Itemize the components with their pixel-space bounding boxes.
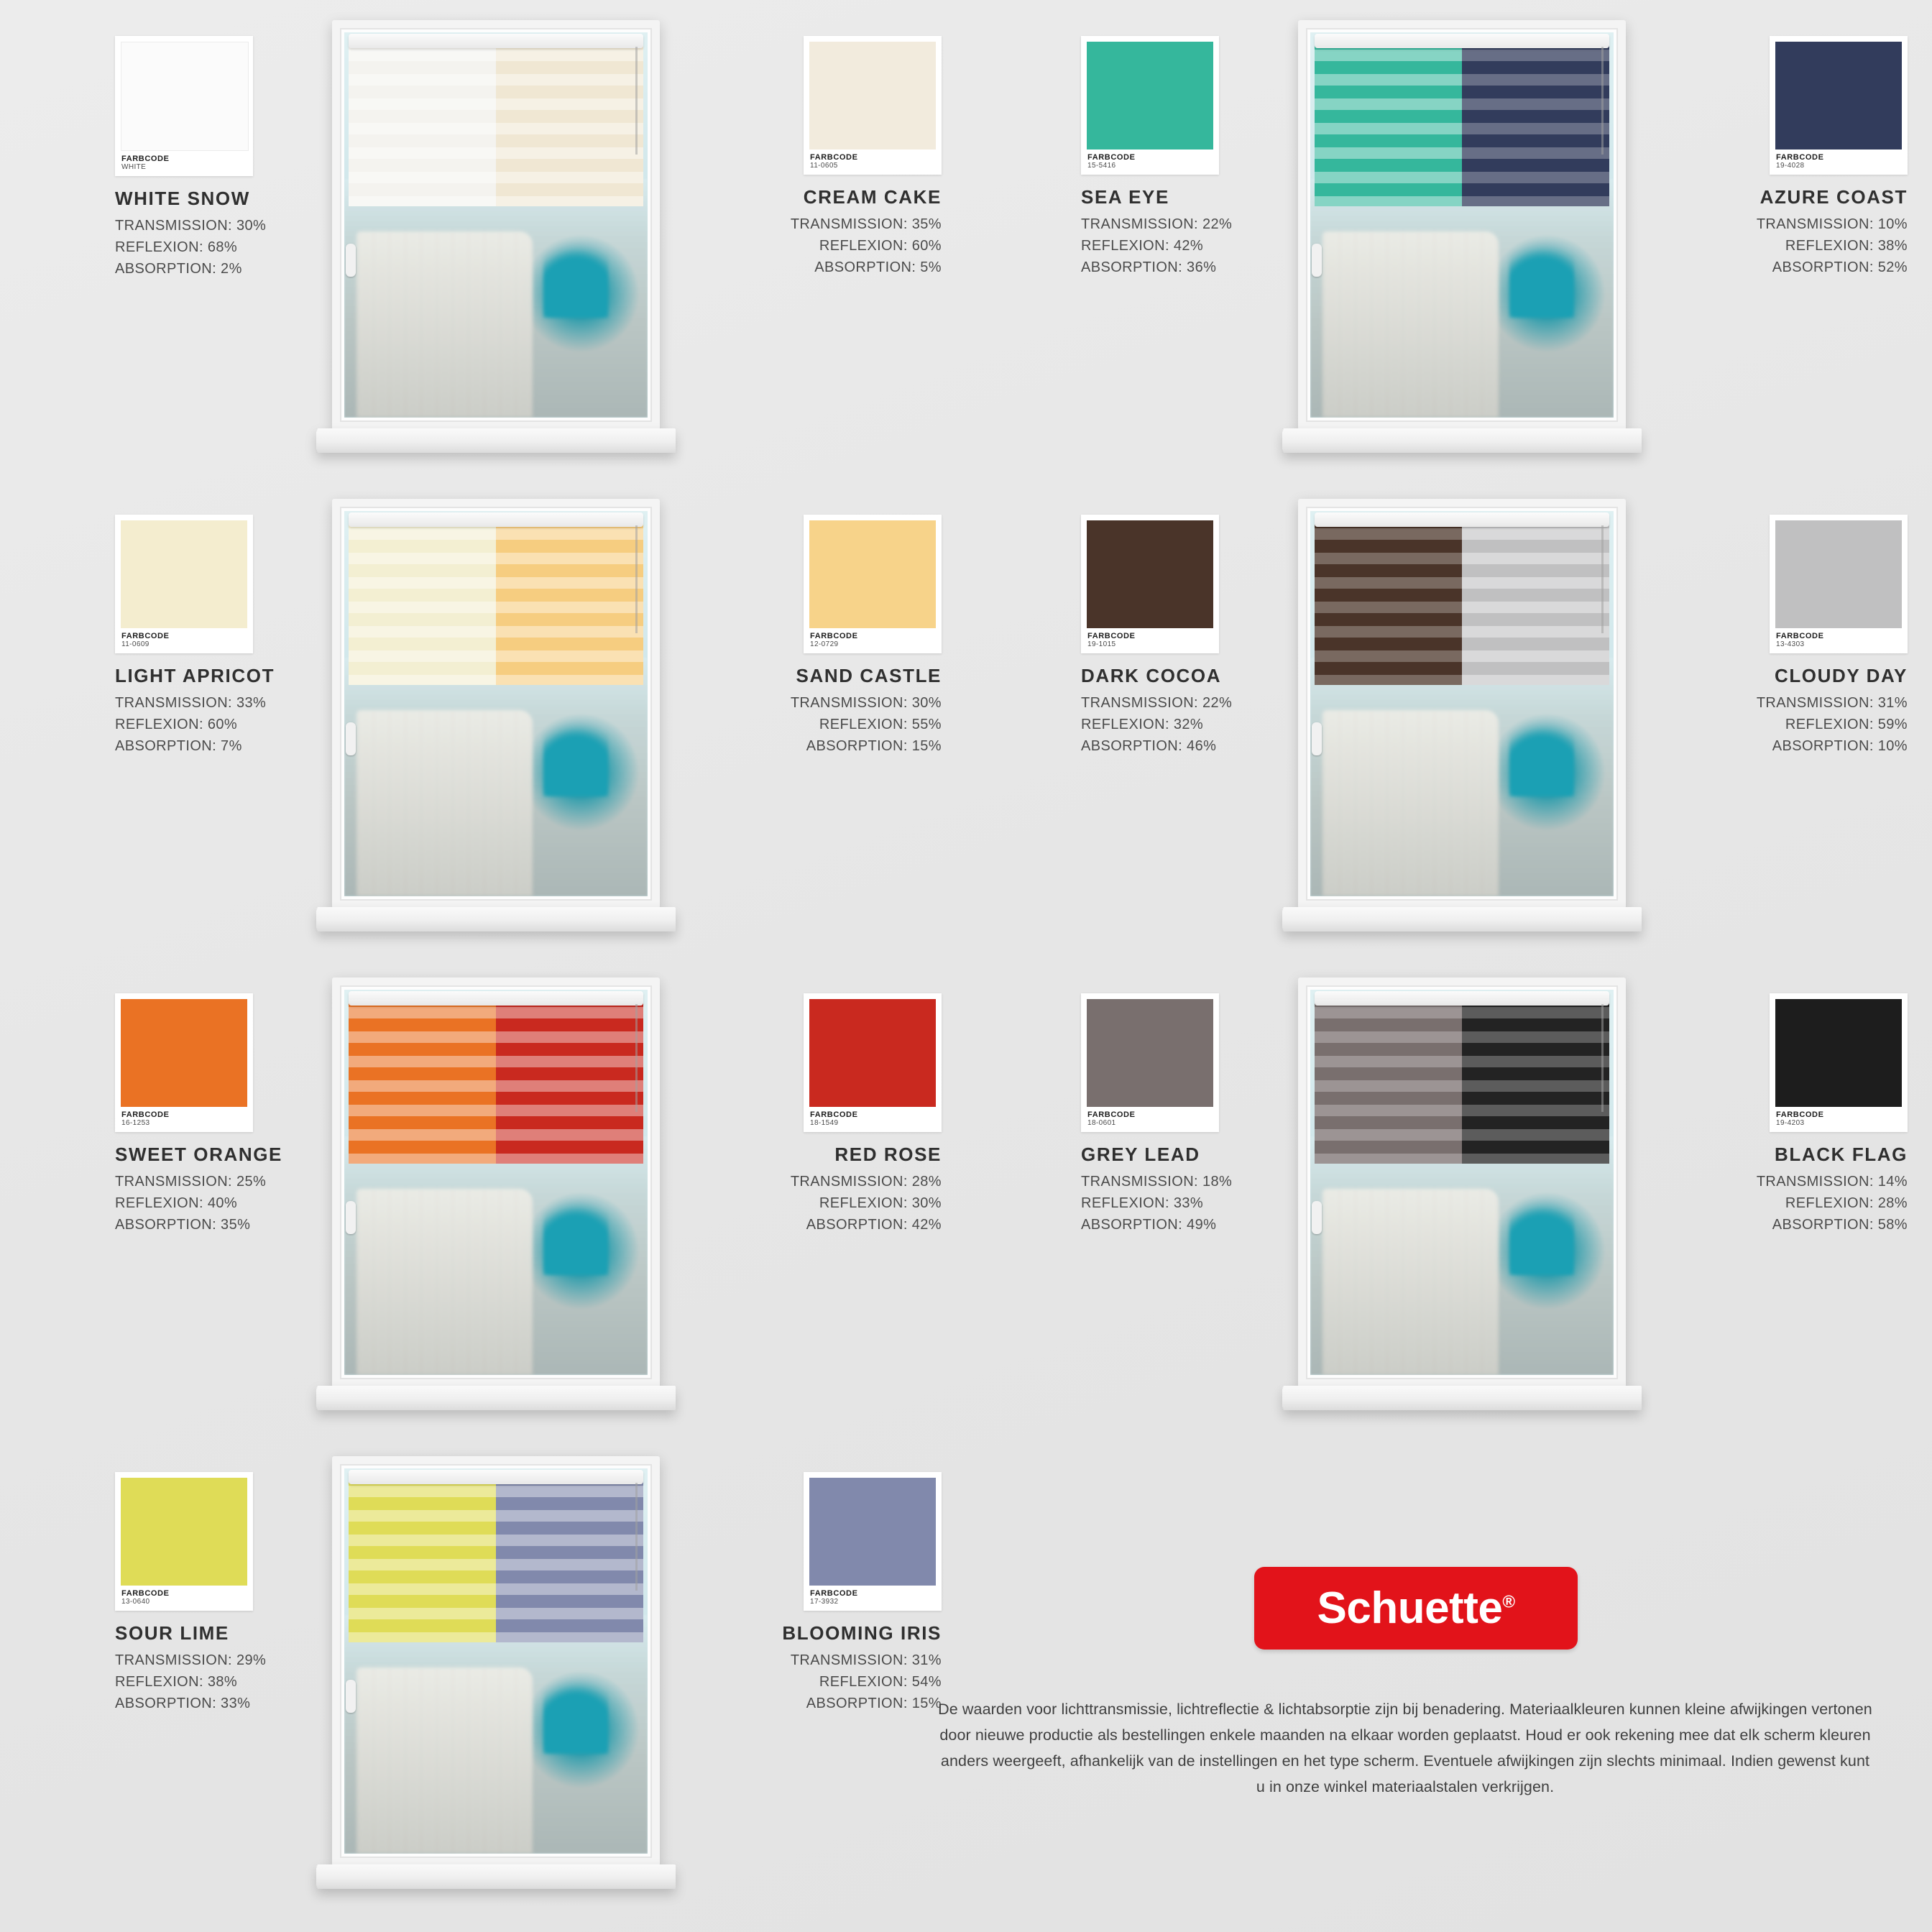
color-swatch-grey-lead[interactable] xyxy=(1081,993,1297,1236)
farbcode-value: 11-0605 xyxy=(810,162,838,170)
swatch-card xyxy=(1770,515,1908,653)
spec-absorption: ABSORPTION: 52% xyxy=(1772,259,1908,275)
color-swatch-sea-eye[interactable] xyxy=(1081,36,1297,278)
spec-absorption: ABSORPTION: 15% xyxy=(806,1696,942,1711)
farbcode-value: 19-4203 xyxy=(1776,1119,1805,1127)
swatch-specs xyxy=(726,1171,942,1236)
spec-absorption: ABSORPTION: 49% xyxy=(1081,1217,1217,1233)
chart-half xyxy=(0,486,966,960)
swatch-specs xyxy=(115,1171,331,1236)
swatch-color-chip xyxy=(121,1478,247,1586)
chart-half xyxy=(966,965,1932,1439)
swatch-farbcode xyxy=(121,151,247,172)
chart-row xyxy=(0,7,1932,482)
blind-cassette xyxy=(1315,991,1609,1006)
spec-reflexion: REFLEXION: 28% xyxy=(1785,1195,1908,1211)
window-glass xyxy=(344,990,648,1375)
chart-half xyxy=(966,7,1932,482)
spec-reflexion: REFLEXION: 42% xyxy=(1081,238,1204,254)
color-swatch-azure-coast[interactable] xyxy=(1692,36,1908,278)
swatch-specs xyxy=(726,1650,942,1714)
blind-half-right xyxy=(496,1473,643,1642)
spec-absorption: ABSORPTION: 36% xyxy=(1081,259,1217,275)
farbcode-label: FARBCODE xyxy=(121,1589,170,1598)
farbcode-value: 13-4303 xyxy=(1776,640,1805,648)
window-sill xyxy=(316,1864,676,1889)
window-glass xyxy=(1310,990,1614,1375)
window-preview xyxy=(316,1449,676,1909)
color-swatch-sweet-orange[interactable] xyxy=(115,993,331,1236)
blind-half-right xyxy=(1462,37,1609,206)
spec-transmission: TRANSMISSION: 31% xyxy=(790,1652,942,1668)
farbcode-value: 12-0729 xyxy=(810,640,839,648)
spec-absorption: ABSORPTION: 33% xyxy=(115,1696,251,1711)
swatch-card xyxy=(804,36,942,175)
swatch-specs xyxy=(1692,213,1908,278)
window-glass xyxy=(1310,32,1614,418)
spec-transmission: TRANSMISSION: 30% xyxy=(790,695,942,711)
swatch-specs xyxy=(726,213,942,278)
swatch-farbcode xyxy=(121,1586,247,1606)
window-preview xyxy=(316,970,676,1430)
blind-chain[interactable] xyxy=(635,1483,638,1591)
farbcode-value: 18-1549 xyxy=(810,1119,839,1127)
day-night-blind xyxy=(1315,994,1609,1164)
spec-absorption: ABSORPTION: 35% xyxy=(115,1217,251,1233)
window-preview xyxy=(316,492,676,952)
window-preview xyxy=(316,13,676,473)
chart-half xyxy=(966,486,1932,960)
color-swatch-dark-cocoa[interactable] xyxy=(1081,515,1297,757)
spec-reflexion: REFLEXION: 55% xyxy=(819,717,942,732)
farbcode-label: FARBCODE xyxy=(1087,632,1136,640)
blind-cassette xyxy=(1315,512,1609,527)
farbcode-value: 17-3932 xyxy=(810,1598,839,1606)
spec-transmission: TRANSMISSION: 30% xyxy=(115,218,267,234)
color-swatch-cream-cake[interactable] xyxy=(726,36,942,278)
farbcode-label: FARBCODE xyxy=(1776,632,1824,640)
swatch-name: AZURE COAST xyxy=(1760,186,1908,208)
blind-half-left xyxy=(349,994,496,1164)
spec-transmission: TRANSMISSION: 28% xyxy=(790,1174,942,1190)
color-swatch-black-flag[interactable] xyxy=(1692,993,1908,1236)
color-swatch-red-rose[interactable] xyxy=(726,993,942,1236)
blind-cassette xyxy=(349,1470,643,1484)
swatch-color-chip xyxy=(1087,999,1213,1107)
spec-absorption: ABSORPTION: 15% xyxy=(806,738,942,754)
swatch-name: BLOOMING IRIS xyxy=(782,1622,942,1644)
window-handle[interactable] xyxy=(346,1680,356,1713)
farbcode-label: FARBCODE xyxy=(1087,153,1136,162)
day-night-blind xyxy=(1315,37,1609,206)
swatch-name: GREY LEAD xyxy=(1081,1144,1200,1165)
blind-half-right xyxy=(496,37,643,206)
window-sill xyxy=(1282,1386,1642,1410)
window-handle[interactable] xyxy=(1312,722,1322,755)
window-glass xyxy=(344,1468,648,1854)
spec-transmission: TRANSMISSION: 22% xyxy=(1081,695,1233,711)
spec-transmission: TRANSMISSION: 35% xyxy=(790,216,942,232)
day-night-blind xyxy=(349,515,643,685)
window-sill xyxy=(1282,907,1642,932)
swatch-color-chip xyxy=(1087,520,1213,628)
swatch-color-chip xyxy=(1775,520,1902,628)
swatch-name: LIGHT APRICOT xyxy=(115,665,275,686)
swatch-name: WHITE SNOW xyxy=(115,188,250,209)
city-dome xyxy=(1509,1196,1574,1275)
swatch-color-chip xyxy=(121,42,249,151)
brand-logo xyxy=(1254,1567,1578,1650)
swatch-card xyxy=(115,1472,253,1611)
swatch-farbcode xyxy=(809,1107,936,1128)
swatch-farbcode xyxy=(1775,150,1902,170)
city-dome xyxy=(543,1196,608,1275)
farbcode-value: 15-5416 xyxy=(1087,162,1116,170)
window-frame xyxy=(332,978,660,1387)
window-glass xyxy=(1310,511,1614,896)
blind-cassette xyxy=(349,991,643,1006)
spec-reflexion: REFLEXION: 54% xyxy=(819,1674,942,1690)
blind-half-left xyxy=(1315,37,1462,206)
swatch-card xyxy=(115,515,253,653)
blind-chain[interactable] xyxy=(1601,47,1604,155)
spec-reflexion: REFLEXION: 38% xyxy=(1785,238,1908,254)
spec-transmission: TRANSMISSION: 18% xyxy=(1081,1174,1233,1190)
color-swatch-sour-lime[interactable] xyxy=(115,1472,331,1714)
spec-transmission: TRANSMISSION: 22% xyxy=(1081,216,1233,232)
city-dome xyxy=(1509,717,1574,796)
color-swatch-light-apricot[interactable] xyxy=(115,515,331,757)
swatch-color-chip xyxy=(1775,42,1902,150)
spec-transmission: TRANSMISSION: 31% xyxy=(1756,695,1908,711)
swatch-specs xyxy=(1081,692,1297,757)
window-glass xyxy=(344,32,648,418)
farbcode-label: FARBCODE xyxy=(1776,1110,1824,1119)
blind-chain[interactable] xyxy=(1601,525,1604,633)
spec-transmission: TRANSMISSION: 10% xyxy=(1756,216,1908,232)
window-frame xyxy=(332,1456,660,1866)
swatch-card xyxy=(115,993,253,1132)
chart-row xyxy=(0,1443,1932,1918)
chart-half xyxy=(0,965,966,1439)
brand-name xyxy=(1317,1583,1514,1634)
window-frame xyxy=(1298,978,1626,1387)
farbcode-value: 13-0640 xyxy=(121,1598,150,1606)
swatch-farbcode xyxy=(1775,628,1902,649)
swatch-color-chip xyxy=(809,520,936,628)
swatch-name: CREAM CAKE xyxy=(803,186,942,208)
spec-absorption: ABSORPTION: 58% xyxy=(1772,1217,1908,1233)
color-swatch-cloudy-day[interactable] xyxy=(1692,515,1908,757)
window-sill xyxy=(316,428,676,453)
spec-absorption: ABSORPTION: 10% xyxy=(1772,738,1908,754)
farbcode-value: 19-4028 xyxy=(1776,162,1805,170)
day-night-blind xyxy=(1315,515,1609,685)
swatch-specs xyxy=(1081,213,1297,278)
spec-absorption: ABSORPTION: 2% xyxy=(115,261,242,277)
spec-transmission: TRANSMISSION: 29% xyxy=(115,1652,267,1668)
window-handle[interactable] xyxy=(1312,1201,1322,1234)
farbcode-label: FARBCODE xyxy=(1087,1110,1136,1119)
farbcode-label: FARBCODE xyxy=(121,155,170,163)
farbcode-label: FARBCODE xyxy=(810,153,858,162)
blind-half-left xyxy=(1315,515,1462,685)
window-frame xyxy=(1298,499,1626,908)
window-preview xyxy=(1282,13,1642,473)
farbcode-label: FARBCODE xyxy=(121,1110,170,1119)
blind-chain[interactable] xyxy=(1601,1004,1604,1112)
spec-reflexion: REFLEXION: 68% xyxy=(115,239,238,255)
blind-half-left xyxy=(349,37,496,206)
farbcode-value: WHITE xyxy=(121,163,147,171)
blind-half-right xyxy=(1462,994,1609,1164)
blind-chain[interactable] xyxy=(635,525,638,633)
window-sill xyxy=(316,907,676,932)
swatch-name: SAND CASTLE xyxy=(796,665,942,686)
spec-reflexion: REFLEXION: 30% xyxy=(819,1195,942,1211)
farbcode-value: 19-1015 xyxy=(1087,640,1116,648)
swatch-color-chip xyxy=(809,42,936,150)
spec-reflexion: REFLEXION: 59% xyxy=(1785,717,1908,732)
farbcode-value: 18-0601 xyxy=(1087,1119,1116,1127)
swatch-card xyxy=(804,515,942,653)
swatch-card xyxy=(115,36,253,176)
day-night-blind xyxy=(349,1473,643,1642)
blind-chain[interactable] xyxy=(635,47,638,155)
spec-absorption: ABSORPTION: 5% xyxy=(814,259,942,275)
farbcode-label: FARBCODE xyxy=(810,1110,858,1119)
spec-reflexion: REFLEXION: 60% xyxy=(115,717,238,732)
spec-transmission: TRANSMISSION: 14% xyxy=(1756,1174,1908,1190)
city-dome xyxy=(543,1675,608,1754)
swatch-color-chip xyxy=(121,999,247,1107)
swatch-farbcode xyxy=(809,1586,936,1606)
farbcode-value: 16-1253 xyxy=(121,1119,150,1127)
swatch-name: CLOUDY DAY xyxy=(1774,665,1908,686)
swatch-name: DARK COCOA xyxy=(1081,665,1222,686)
swatch-specs xyxy=(1692,692,1908,757)
swatch-name: SWEET ORANGE xyxy=(115,1144,282,1165)
farbcode-label: FARBCODE xyxy=(810,632,858,640)
spec-absorption: ABSORPTION: 46% xyxy=(1081,738,1217,754)
swatch-color-chip xyxy=(1087,42,1213,150)
spec-transmission: TRANSMISSION: 33% xyxy=(115,695,267,711)
window-handle[interactable] xyxy=(346,1201,356,1234)
spec-reflexion: REFLEXION: 32% xyxy=(1081,717,1204,732)
window-sill xyxy=(1282,428,1642,453)
swatch-name: RED ROSE xyxy=(834,1144,942,1165)
swatch-specs xyxy=(115,215,331,280)
window-handle[interactable] xyxy=(346,244,356,277)
window-frame xyxy=(332,20,660,430)
swatch-specs xyxy=(726,692,942,757)
window-handle[interactable] xyxy=(346,722,356,755)
city-dome xyxy=(543,239,608,318)
window-preview xyxy=(1282,970,1642,1430)
swatch-card xyxy=(804,1472,942,1611)
swatch-card xyxy=(1770,36,1908,175)
swatch-specs xyxy=(1692,1171,1908,1236)
farbcode-label: FARBCODE xyxy=(121,632,170,640)
swatch-card xyxy=(804,993,942,1132)
spec-reflexion: REFLEXION: 38% xyxy=(115,1674,238,1690)
brand-wordmark: Schuette xyxy=(1317,1583,1503,1633)
window-handle[interactable] xyxy=(1312,244,1322,277)
spec-reflexion: REFLEXION: 60% xyxy=(819,238,942,254)
swatch-specs xyxy=(115,692,331,757)
blind-chain[interactable] xyxy=(635,1004,638,1112)
window-preview xyxy=(1282,492,1642,952)
blind-half-right xyxy=(496,994,643,1164)
swatch-name: BLACK FLAG xyxy=(1775,1144,1908,1165)
spec-absorption: ABSORPTION: 7% xyxy=(115,738,242,754)
swatch-farbcode xyxy=(809,150,936,170)
blind-half-right xyxy=(1462,515,1609,685)
swatch-card xyxy=(1081,515,1219,653)
swatch-color-chip xyxy=(809,1478,936,1586)
window-sill xyxy=(316,1386,676,1410)
swatch-specs xyxy=(1081,1171,1297,1236)
window-frame xyxy=(1298,20,1626,430)
blind-half-left xyxy=(1315,994,1462,1164)
swatch-farbcode xyxy=(121,628,247,649)
blind-cassette xyxy=(349,512,643,527)
farbcode-value: 11-0609 xyxy=(121,640,150,648)
color-swatch-blooming-iris[interactable] xyxy=(726,1472,942,1714)
swatch-farbcode xyxy=(1087,1107,1213,1128)
blind-cassette xyxy=(1315,34,1609,48)
swatch-color-chip xyxy=(121,520,247,628)
swatch-farbcode xyxy=(1087,150,1213,170)
swatch-card xyxy=(1081,993,1219,1132)
swatch-color-chip xyxy=(1775,999,1902,1107)
city-dome xyxy=(1509,239,1574,318)
city-dome xyxy=(543,717,608,796)
swatch-farbcode xyxy=(1087,628,1213,649)
blind-cassette xyxy=(349,34,643,48)
swatch-name: SOUR LIME xyxy=(115,1622,229,1644)
blind-half-left xyxy=(349,515,496,685)
swatch-name: SEA EYE xyxy=(1081,186,1169,208)
blind-half-right xyxy=(496,515,643,685)
farbcode-label: FARBCODE xyxy=(810,1589,858,1598)
swatch-color-chip xyxy=(809,999,936,1107)
chart-half xyxy=(0,1443,966,1918)
spec-reflexion: REFLEXION: 33% xyxy=(1081,1195,1204,1211)
chart-row xyxy=(0,965,1932,1439)
spec-transmission: TRANSMISSION: 25% xyxy=(115,1174,267,1190)
swatch-farbcode xyxy=(121,1107,247,1128)
color-swatch-white-snow[interactable] xyxy=(115,36,331,280)
swatch-card xyxy=(1081,36,1219,175)
disclaimer-text: De waarden voor lichttransmissie, lichtreflectie & lichtabsorptie zijn bij benadering. Materiaalkleuren kunnen kleine afwijkingen vertonen door nieuwe productie als bestellingen enkele maanden na elkaar worden geplaatst. Houd er ook rekening mee dat elk scherm kleuren anders weergeeft, afhankelijk van de instellingen en het type scherm. Eventuele afwijkingen zijn slechts minimaal. Indien gewenst kunt u in onze winkel materiaalstalen verkrijgen. xyxy=(938,1701,1872,1795)
blind-half-left xyxy=(349,1473,496,1642)
swatch-farbcode xyxy=(809,628,936,649)
day-night-blind xyxy=(349,37,643,206)
swatch-card xyxy=(1770,993,1908,1132)
registered-trademark-icon: ® xyxy=(1502,1592,1515,1612)
day-night-blind xyxy=(349,994,643,1164)
spec-reflexion: REFLEXION: 40% xyxy=(115,1195,238,1211)
window-glass xyxy=(344,511,648,896)
spec-absorption: ABSORPTION: 42% xyxy=(806,1217,942,1233)
farbcode-label: FARBCODE xyxy=(1776,153,1824,162)
swatch-specs xyxy=(115,1650,331,1714)
chart-half xyxy=(0,7,966,482)
chart-row xyxy=(0,486,1932,960)
swatch-farbcode xyxy=(1775,1107,1902,1128)
window-frame xyxy=(332,499,660,908)
color-swatch-sand-castle[interactable] xyxy=(726,515,942,757)
